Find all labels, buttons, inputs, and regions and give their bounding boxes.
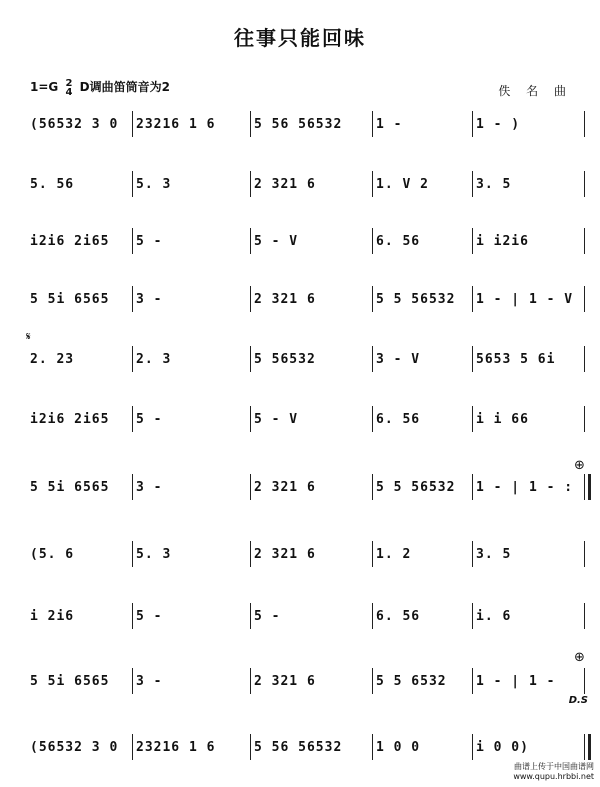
measure xyxy=(372,597,472,637)
measure xyxy=(132,468,250,508)
measure xyxy=(26,280,132,320)
ds-marker: D.S xyxy=(568,695,588,706)
measure xyxy=(472,400,588,440)
bar-line xyxy=(472,286,473,312)
measure xyxy=(132,400,250,440)
measure xyxy=(372,468,472,508)
bar-line xyxy=(584,406,585,432)
measure xyxy=(26,468,132,508)
measure-notes: 6. 56 xyxy=(376,234,421,249)
measure xyxy=(26,728,132,768)
bar-line xyxy=(132,406,133,432)
bar-line xyxy=(584,346,585,372)
bar-line xyxy=(372,286,373,312)
bar-line xyxy=(584,171,585,197)
bar-line xyxy=(472,734,473,760)
coda-marker: ⊕ xyxy=(574,458,585,473)
measure xyxy=(372,662,472,702)
measure xyxy=(250,468,372,508)
measure-notes: 5653 5 6i xyxy=(476,352,556,367)
measure-notes: 5. 3 xyxy=(136,547,172,562)
measure xyxy=(472,340,588,380)
measure-notes: 5 - xyxy=(254,609,281,624)
measure xyxy=(250,662,372,702)
measure xyxy=(26,400,132,440)
bar-line xyxy=(132,668,133,694)
measure-notes: 2 321 6 xyxy=(254,292,316,307)
measure-notes: 3. 5 xyxy=(476,547,512,562)
measure xyxy=(26,340,132,380)
score-line xyxy=(22,400,588,440)
measure xyxy=(132,340,250,380)
measure-notes: 5 - xyxy=(136,234,163,249)
measure-notes: 5 5i 6565 xyxy=(30,480,110,495)
measure-notes: 5 5 6532 xyxy=(376,674,447,689)
measure xyxy=(132,165,250,205)
measure xyxy=(132,597,250,637)
measure xyxy=(250,105,372,145)
measure-notes: 1 - | 1 - xyxy=(476,674,556,689)
bar-line xyxy=(250,734,251,760)
measure xyxy=(132,728,250,768)
measure-notes: 2 321 6 xyxy=(254,674,316,689)
bar-line xyxy=(372,474,373,500)
page-title: 往事只能回味 xyxy=(234,26,366,50)
bar-line xyxy=(472,228,473,254)
bar-line xyxy=(250,346,251,372)
measure-notes: 5 5i 6565 xyxy=(30,674,110,689)
bar-line xyxy=(250,541,251,567)
final-bar-line xyxy=(584,734,591,760)
measure-notes: 23216 1 6 xyxy=(136,740,216,755)
score-line xyxy=(22,105,588,145)
bar-line xyxy=(372,346,373,372)
bar-line xyxy=(372,668,373,694)
time-top: 2 xyxy=(65,77,73,89)
measure-notes: (56532 3 0 xyxy=(30,740,119,755)
measure-notes: 5 5 56532 xyxy=(376,480,456,495)
bar-line xyxy=(132,171,133,197)
bar-line xyxy=(472,541,473,567)
measure xyxy=(250,400,372,440)
bar-line xyxy=(472,406,473,432)
score-line xyxy=(22,280,588,320)
measure xyxy=(132,535,250,575)
measure-notes: 1 - xyxy=(376,117,403,132)
bar-line xyxy=(132,346,133,372)
measure xyxy=(26,105,132,145)
measure xyxy=(372,165,472,205)
bar-line xyxy=(250,228,251,254)
bar-line xyxy=(372,541,373,567)
measure-notes: 3. 5 xyxy=(476,177,512,192)
measure-notes: 3 - xyxy=(136,292,163,307)
measure xyxy=(132,222,250,262)
tonic-label: 1=G xyxy=(30,80,59,94)
measure xyxy=(26,662,132,702)
time-bottom: 4 xyxy=(65,86,73,98)
bar-line xyxy=(250,603,251,629)
bar-line xyxy=(132,228,133,254)
measure xyxy=(372,105,472,145)
bar-line xyxy=(584,603,585,629)
measure-notes: 3 - xyxy=(136,674,163,689)
measure xyxy=(26,535,132,575)
footer-line2: www.qupu.hrbbi.net xyxy=(513,772,594,781)
measure xyxy=(372,280,472,320)
measure-notes: i. 6 xyxy=(476,609,512,624)
score-line xyxy=(22,535,588,575)
bar-line xyxy=(584,228,585,254)
score-line xyxy=(22,165,588,205)
measure xyxy=(250,222,372,262)
measure-notes: 1. 2 xyxy=(376,547,412,562)
bar-line xyxy=(584,668,585,694)
measure-notes: 2. 3 xyxy=(136,352,172,367)
bar-line xyxy=(372,111,373,137)
measure xyxy=(26,165,132,205)
measure xyxy=(472,597,588,637)
bar-line xyxy=(584,111,585,137)
measure xyxy=(472,535,588,575)
score-line xyxy=(22,728,588,768)
measure xyxy=(250,280,372,320)
measure-notes: 5 56532 xyxy=(254,352,316,367)
measure-notes: 5 - V xyxy=(254,234,299,249)
bar-line xyxy=(372,603,373,629)
bar-line xyxy=(132,603,133,629)
measure-notes: i 2i6 xyxy=(30,609,75,624)
final-bar-line xyxy=(584,474,591,500)
measure-notes: i2i6 2i65 xyxy=(30,412,110,427)
measure-notes: 5 - xyxy=(136,412,163,427)
measure xyxy=(250,728,372,768)
measure xyxy=(472,105,588,145)
measure-notes: i 0 0) xyxy=(476,740,529,755)
measure-notes: 5 5i 6565 xyxy=(30,292,110,307)
bar-line xyxy=(372,171,373,197)
bar-line xyxy=(472,111,473,137)
measure-notes: 5 - xyxy=(136,609,163,624)
bar-line xyxy=(472,171,473,197)
measure-notes: 5. 3 xyxy=(136,177,172,192)
bar-line xyxy=(250,406,251,432)
measure-notes: 1 0 0 xyxy=(376,740,421,755)
measure-notes: 2 321 6 xyxy=(254,177,316,192)
composer-credit: 佚 名 曲 xyxy=(498,84,572,98)
measure-notes: 1 - ) xyxy=(476,117,521,132)
bar-line xyxy=(132,541,133,567)
measure-notes: (5. 6 xyxy=(30,547,75,562)
measure xyxy=(250,535,372,575)
measure-notes: 2. 23 xyxy=(30,352,75,367)
score-line xyxy=(22,468,588,508)
bar-line xyxy=(472,346,473,372)
measure-notes: 2 321 6 xyxy=(254,547,316,562)
measure xyxy=(472,222,588,262)
bar-line xyxy=(250,286,251,312)
bar-line xyxy=(472,668,473,694)
measure-notes: 1 - | 1 - V xyxy=(476,292,574,307)
bar-line xyxy=(132,734,133,760)
measure xyxy=(472,468,588,508)
bar-line xyxy=(132,111,133,137)
bar-line xyxy=(132,474,133,500)
bar-line xyxy=(372,734,373,760)
measure-notes: 1 - | 1 - : xyxy=(476,480,574,495)
measure xyxy=(26,222,132,262)
measure xyxy=(132,105,250,145)
measure xyxy=(132,280,250,320)
measure-notes: (56532 3 0 xyxy=(30,117,119,132)
bar-line xyxy=(250,111,251,137)
measure xyxy=(132,662,250,702)
measure-notes: 1. V 2 xyxy=(376,177,429,192)
measure xyxy=(472,165,588,205)
score-line xyxy=(22,222,588,262)
measure-notes: 23216 1 6 xyxy=(136,117,216,132)
measure xyxy=(250,165,372,205)
bar-line xyxy=(250,474,251,500)
bar-line xyxy=(132,286,133,312)
measure-notes: 3 - V xyxy=(376,352,421,367)
score-line xyxy=(22,340,588,380)
measure xyxy=(372,728,472,768)
measure-notes: 2 321 6 xyxy=(254,480,316,495)
measure-notes: 5 56 56532 xyxy=(254,117,343,132)
measure-notes: 6. 56 xyxy=(376,412,421,427)
score-line xyxy=(22,662,588,702)
measure-notes: 5. 56 xyxy=(30,177,75,192)
measure-notes: 6. 56 xyxy=(376,609,421,624)
measure xyxy=(372,340,472,380)
bar-line xyxy=(250,668,251,694)
coda-marker: ⊕ xyxy=(574,650,585,665)
measure-notes: 5 5 56532 xyxy=(376,292,456,307)
bar-line xyxy=(372,228,373,254)
measure xyxy=(472,280,588,320)
measure xyxy=(26,597,132,637)
bar-line xyxy=(250,171,251,197)
bar-line xyxy=(584,541,585,567)
measure xyxy=(372,400,472,440)
measure xyxy=(250,340,372,380)
measure-notes: i2i6 2i65 xyxy=(30,234,110,249)
bar-line xyxy=(372,406,373,432)
measure-notes: 5 - V xyxy=(254,412,299,427)
measure xyxy=(372,222,472,262)
segno-marker: 𝄋 xyxy=(26,330,31,343)
bar-line xyxy=(584,286,585,312)
measure-notes: i i 66 xyxy=(476,412,529,427)
footer-watermark xyxy=(513,761,594,781)
footer-line1: 曲谱上传于中国曲谱网 xyxy=(514,762,594,771)
measure-notes: 3 - xyxy=(136,480,163,495)
measure-notes: 5 56 56532 xyxy=(254,740,343,755)
score-line xyxy=(22,597,588,637)
bar-line xyxy=(472,603,473,629)
key-note: D调曲笛筒音为2 xyxy=(79,80,170,94)
bar-line xyxy=(472,474,473,500)
measure xyxy=(250,597,372,637)
measure-notes: i i2i6 xyxy=(476,234,529,249)
measure xyxy=(372,535,472,575)
